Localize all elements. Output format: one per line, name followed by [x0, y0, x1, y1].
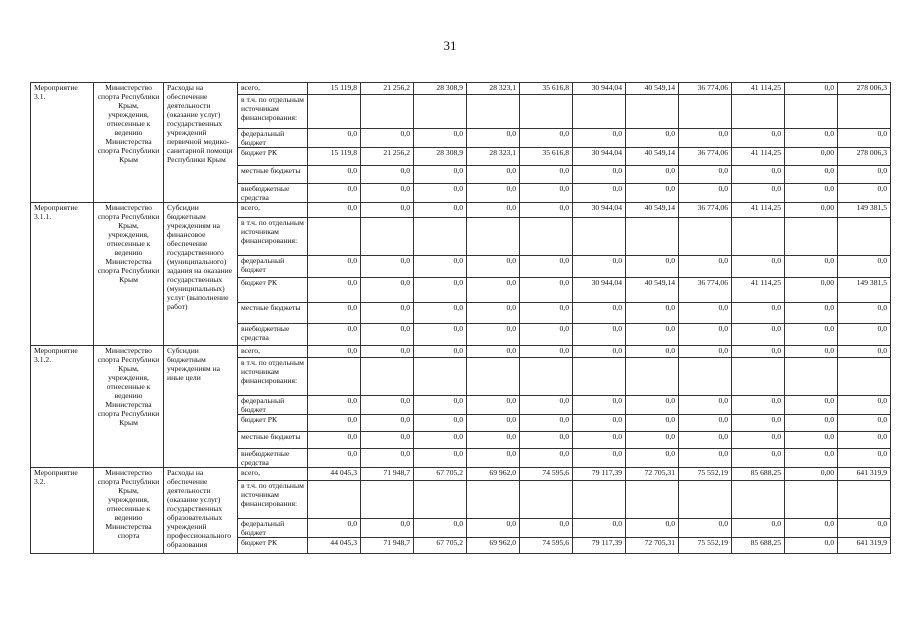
amount-cell: 0,0 [838, 303, 891, 324]
amount-cell: 0,0 [467, 449, 520, 468]
amount-cell: 0,0 [467, 432, 520, 449]
amount-cell: 0,0 [520, 203, 573, 218]
amount-cell: 0,0 [838, 346, 891, 358]
amount-cell: 0,0 [732, 346, 785, 358]
amount-cell: 36 774,06 [679, 203, 732, 218]
amount-cell: 0,00 [785, 148, 838, 166]
amount-cell [679, 95, 732, 129]
amount-cell: 28 323,1 [467, 148, 520, 166]
amount-cell: 0,0 [467, 278, 520, 303]
amount-cell: 69 962,0 [467, 468, 520, 481]
activity-cell: Мероприятие 3.1.2. [31, 346, 94, 468]
amount-cell: 641 319,9 [838, 468, 891, 481]
amount-cell: 0,0 [573, 432, 626, 449]
amount-cell: 0,0 [308, 519, 361, 538]
amount-cell: 0,0 [732, 303, 785, 324]
amount-cell: 41 114,25 [732, 148, 785, 166]
amount-cell: 85 688,25 [732, 468, 785, 481]
amount-cell: 0,0 [414, 256, 467, 278]
amount-cell: 0,0 [520, 324, 573, 346]
amount-cell: 35 616,8 [520, 148, 573, 166]
amount-cell: 0,0 [785, 449, 838, 468]
amount-cell: 0,0 [838, 432, 891, 449]
org-cell: Министерство спорта Республики Крым, учреждения, отнесенные к ведению Министерства спорта Республики Крым [94, 203, 164, 346]
amount-cell: 0,0 [520, 415, 573, 432]
amount-cell: 149 381,5 [838, 203, 891, 218]
amount-cell: 69 962,0 [467, 538, 520, 554]
amount-cell: 41 114,25 [732, 278, 785, 303]
amount-cell: 0,0 [467, 396, 520, 415]
amount-cell: 0,0 [785, 83, 838, 95]
amount-cell: 0,0 [573, 256, 626, 278]
amount-cell: 0,0 [732, 415, 785, 432]
amount-cell: 0,0 [414, 129, 467, 148]
amount-cell [732, 481, 785, 519]
amount-cell: 0,0 [414, 203, 467, 218]
amount-cell: 40 549,14 [626, 148, 679, 166]
amount-cell: 74 595,6 [520, 538, 573, 554]
amount-cell: 278 006,3 [838, 148, 891, 166]
amount-cell: 0,0 [308, 278, 361, 303]
table-row [31, 346, 891, 358]
amount-cell: 0,0 [520, 184, 573, 203]
amount-cell: 0,0 [573, 449, 626, 468]
amount-cell: 0,0 [361, 324, 414, 346]
amount-cell: 0,0 [679, 166, 732, 184]
amount-cell: 0,0 [838, 184, 891, 203]
amount-cell: 0,0 [361, 256, 414, 278]
amount-cell: 74 595,6 [520, 468, 573, 481]
amount-cell [573, 358, 626, 396]
amount-cell: 0,0 [361, 166, 414, 184]
amount-cell: 79 117,39 [573, 538, 626, 554]
budget-table [30, 82, 891, 554]
amount-cell: 75 552,19 [679, 468, 732, 481]
amount-cell: 0,0 [308, 166, 361, 184]
amount-cell: 0,0 [679, 303, 732, 324]
amount-cell: 0,0 [361, 415, 414, 432]
amount-cell: 0,0 [785, 396, 838, 415]
table-row [31, 203, 891, 218]
funding-source-federal: федеральный бюджет [238, 519, 308, 538]
amount-cell: 0,0 [573, 166, 626, 184]
amount-cell [626, 218, 679, 256]
amount-cell: 67 705,2 [414, 538, 467, 554]
funding-source-extrabudget: внебюджетные средства [238, 324, 308, 346]
amount-cell: 149 381,5 [838, 278, 891, 303]
amount-cell: 0,0 [785, 324, 838, 346]
amount-cell: 0,0 [838, 449, 891, 468]
funding-source-extrabudget: внебюджетные средства [238, 184, 308, 203]
amount-cell: 0,0 [626, 324, 679, 346]
amount-cell: 0,0 [308, 346, 361, 358]
description-cell: Субсидии бюджетным учреждениям на иные цели [164, 346, 238, 468]
amount-cell [785, 358, 838, 396]
amount-cell: 0,0 [732, 129, 785, 148]
funding-source-regional: бюджет РК [238, 148, 308, 166]
amount-cell: 41 114,25 [732, 83, 785, 95]
amount-cell: 0,0 [573, 415, 626, 432]
amount-cell: 0,0 [414, 184, 467, 203]
amount-cell: 0,0 [785, 129, 838, 148]
org-cell: Министерство спорта Республики Крым, учреждения, отнесенные к ведению Министерства спорта Республики Крым [94, 83, 164, 203]
org-cell: Министерство спорта Республики Крым, учреждения, отнесенные к ведению Министерства спорта [94, 468, 164, 554]
amount-cell: 0,0 [308, 415, 361, 432]
funding-source-federal: федеральный бюджет [238, 396, 308, 415]
amount-cell: 0,0 [308, 203, 361, 218]
amount-cell: 0,0 [732, 449, 785, 468]
amount-cell: 0,0 [361, 346, 414, 358]
amount-cell: 0,0 [732, 396, 785, 415]
amount-cell: 0,0 [414, 432, 467, 449]
amount-cell: 0,0 [626, 415, 679, 432]
amount-cell: 0,0 [732, 256, 785, 278]
amount-cell: 0,0 [626, 449, 679, 468]
amount-cell: 0,0 [838, 324, 891, 346]
funding-source-regional: бюджет РК [238, 538, 308, 554]
amount-cell [732, 95, 785, 129]
amount-cell: 0,0 [679, 432, 732, 449]
amount-cell: 0,0 [732, 324, 785, 346]
table-body [31, 83, 891, 554]
amount-cell: 0,0 [361, 432, 414, 449]
amount-cell: 0,0 [785, 184, 838, 203]
amount-cell: 0,00 [785, 278, 838, 303]
amount-cell: 0,0 [785, 346, 838, 358]
amount-cell: 0,0 [520, 432, 573, 449]
amount-cell: 0,0 [467, 346, 520, 358]
amount-cell: 0,0 [838, 166, 891, 184]
amount-cell: 0,0 [573, 129, 626, 148]
amount-cell: 0,0 [467, 519, 520, 538]
amount-cell: 0,0 [414, 396, 467, 415]
amount-cell: 0,0 [414, 346, 467, 358]
amount-cell: 0,0 [467, 203, 520, 218]
amount-cell: 0,0 [467, 256, 520, 278]
amount-cell: 0,0 [785, 415, 838, 432]
amount-cell: 0,0 [520, 519, 573, 538]
amount-cell: 71 948,7 [361, 538, 414, 554]
funding-source-breakdown: в т.ч. по отдельным источникам финансирования: [238, 218, 308, 256]
amount-cell [467, 218, 520, 256]
amount-cell: 0,0 [467, 129, 520, 148]
amount-cell: 15 119,8 [308, 83, 361, 95]
amount-cell: 0,0 [361, 519, 414, 538]
funding-source-federal: федеральный бюджет [238, 129, 308, 148]
amount-cell: 21 256,2 [361, 83, 414, 95]
amount-cell [308, 95, 361, 129]
amount-cell: 0,0 [732, 166, 785, 184]
amount-cell: 0,0 [838, 415, 891, 432]
amount-cell: 641 319,9 [838, 538, 891, 554]
amount-cell: 30 944,04 [573, 203, 626, 218]
amount-cell [467, 358, 520, 396]
funding-source-regional: бюджет РК [238, 278, 308, 303]
description-cell: Расходы на обеспечение деятельности (оказание услуг) государственных учреждений первичной медико-санитарной помощи Республики Крым [164, 83, 238, 203]
funding-source-total: всего, [238, 346, 308, 358]
amount-cell: 0,0 [308, 449, 361, 468]
amount-cell: 0,0 [308, 396, 361, 415]
amount-cell: 0,0 [732, 519, 785, 538]
amount-cell: 0,0 [520, 166, 573, 184]
amount-cell [573, 481, 626, 519]
amount-cell: 36 774,06 [679, 83, 732, 95]
amount-cell [838, 358, 891, 396]
amount-cell: 0,0 [679, 415, 732, 432]
funding-source-local: местные бюджеты [238, 432, 308, 449]
amount-cell: 0,0 [679, 449, 732, 468]
amount-cell: 0,0 [308, 324, 361, 346]
amount-cell: 0,0 [785, 303, 838, 324]
amount-cell: 0,0 [520, 303, 573, 324]
amount-cell [308, 218, 361, 256]
funding-source-total: всего, [238, 83, 308, 95]
amount-cell [838, 218, 891, 256]
amount-cell: 0,0 [414, 278, 467, 303]
amount-cell: 21 256,2 [361, 148, 414, 166]
amount-cell: 0,0 [520, 346, 573, 358]
amount-cell: 0,0 [361, 203, 414, 218]
description-cell: Расходы на обеспечение деятельности (оказание услуг) государственных образовательных учреждений профессионального образования [164, 468, 238, 554]
amount-cell [785, 95, 838, 129]
funding-source-regional: бюджет РК [238, 415, 308, 432]
amount-cell: 0,0 [626, 432, 679, 449]
amount-cell: 30 944,04 [573, 83, 626, 95]
amount-cell [308, 358, 361, 396]
amount-cell: 0,0 [467, 324, 520, 346]
amount-cell: 0,0 [679, 184, 732, 203]
amount-cell: 0,0 [732, 432, 785, 449]
amount-cell: 0,0 [573, 324, 626, 346]
amount-cell: 0,0 [838, 519, 891, 538]
amount-cell: 0,0 [573, 184, 626, 203]
amount-cell: 28 323,1 [467, 83, 520, 95]
activity-cell: Мероприятие 3.1. [31, 83, 94, 203]
amount-cell: 79 117,39 [573, 468, 626, 481]
amount-cell: 0,0 [467, 415, 520, 432]
amount-cell: 44 045,3 [308, 468, 361, 481]
amount-cell: 0,0 [838, 396, 891, 415]
amount-cell: 0,0 [573, 303, 626, 324]
amount-cell: 0,0 [361, 449, 414, 468]
amount-cell: 0,0 [414, 166, 467, 184]
amount-cell: 0,0 [573, 396, 626, 415]
funding-source-local: местные бюджеты [238, 303, 308, 324]
amount-cell [732, 358, 785, 396]
amount-cell [361, 218, 414, 256]
amount-cell: 0,0 [414, 415, 467, 432]
amount-cell: 0,0 [308, 184, 361, 203]
amount-cell: 0,0 [679, 346, 732, 358]
funding-source-total: всего, [238, 203, 308, 218]
amount-cell: 30 944,04 [573, 148, 626, 166]
amount-cell [573, 218, 626, 256]
amount-cell [361, 481, 414, 519]
amount-cell: 0,0 [785, 519, 838, 538]
amount-cell [785, 218, 838, 256]
amount-cell [308, 481, 361, 519]
amount-cell: 0,0 [414, 449, 467, 468]
amount-cell: 0,0 [679, 519, 732, 538]
amount-cell [467, 95, 520, 129]
amount-cell: 0,0 [361, 278, 414, 303]
amount-cell [520, 95, 573, 129]
amount-cell: 0,0 [308, 303, 361, 324]
funding-source-local: местные бюджеты [238, 166, 308, 184]
amount-cell: 0,0 [785, 432, 838, 449]
amount-cell: 0,0 [838, 256, 891, 278]
amount-cell: 41 114,25 [732, 203, 785, 218]
amount-cell: 85 688,25 [732, 538, 785, 554]
amount-cell: 28 308,9 [414, 83, 467, 95]
amount-cell: 0,00 [785, 468, 838, 481]
amount-cell: 0,0 [467, 166, 520, 184]
amount-cell: 40 549,14 [626, 278, 679, 303]
amount-cell: 0,0 [785, 256, 838, 278]
amount-cell [361, 358, 414, 396]
amount-cell: 0,0 [626, 396, 679, 415]
amount-cell: 15 119,8 [308, 148, 361, 166]
amount-cell: 0,0 [626, 519, 679, 538]
amount-cell: 0,00 [785, 203, 838, 218]
page-number: 31 [443, 38, 457, 53]
funding-source-breakdown: в т.ч. по отдельным источникам финансирования: [238, 481, 308, 519]
amount-cell: 0,0 [467, 184, 520, 203]
amount-cell: 0,0 [679, 396, 732, 415]
amount-cell: 0,0 [361, 303, 414, 324]
amount-cell: 0,0 [361, 184, 414, 203]
amount-cell: 0,0 [414, 303, 467, 324]
amount-cell: 0,0 [626, 129, 679, 148]
amount-cell: 0,0 [308, 256, 361, 278]
amount-cell [467, 481, 520, 519]
amount-cell: 0,0 [679, 129, 732, 148]
amount-cell: 28 308,9 [414, 148, 467, 166]
amount-cell: 0,0 [308, 432, 361, 449]
amount-cell: 35 616,8 [520, 83, 573, 95]
amount-cell [573, 95, 626, 129]
amount-cell [626, 481, 679, 519]
amount-cell: 0,0 [573, 519, 626, 538]
amount-cell: 0,0 [573, 346, 626, 358]
amount-cell [414, 358, 467, 396]
amount-cell [838, 481, 891, 519]
amount-cell: 40 549,14 [626, 83, 679, 95]
amount-cell [785, 481, 838, 519]
amount-cell: 67 705,2 [414, 468, 467, 481]
amount-cell: 75 552,19 [679, 538, 732, 554]
amount-cell: 72 705,31 [626, 468, 679, 481]
amount-cell: 0,0 [520, 396, 573, 415]
amount-cell: 0,0 [467, 303, 520, 324]
amount-cell: 0,0 [838, 129, 891, 148]
org-cell: Министерство спорта Республики Крым, учреждения, отнесенные к ведению Министерства спорта Республики Крым [94, 346, 164, 468]
table-row [31, 468, 891, 481]
activity-cell: Мероприятие 3.2. [31, 468, 94, 554]
funding-source-extrabudget: внебюджетные средства [238, 449, 308, 468]
amount-cell: 0,0 [679, 256, 732, 278]
amount-cell: 36 774,06 [679, 278, 732, 303]
amount-cell [679, 481, 732, 519]
amount-cell: 40 549,14 [626, 203, 679, 218]
amount-cell: 0,0 [679, 324, 732, 346]
amount-cell: 0,0 [361, 129, 414, 148]
amount-cell: 0,0 [732, 184, 785, 203]
amount-cell: 0,0 [414, 324, 467, 346]
amount-cell: 0,0 [520, 129, 573, 148]
amount-cell: 278 006,3 [838, 83, 891, 95]
amount-cell: 0,0 [414, 519, 467, 538]
funding-source-total: всего, [238, 468, 308, 481]
amount-cell: 36 774,06 [679, 148, 732, 166]
amount-cell: 0,0 [785, 538, 838, 554]
amount-cell [520, 218, 573, 256]
amount-cell: 0,0 [361, 396, 414, 415]
amount-cell: 0,0 [520, 278, 573, 303]
amount-cell [679, 218, 732, 256]
amount-cell: 44 045,3 [308, 538, 361, 554]
table-row [31, 83, 891, 95]
amount-cell: 0,0 [626, 184, 679, 203]
amount-cell [414, 95, 467, 129]
funding-source-breakdown: в т.ч. по отдельным источникам финансирования: [238, 95, 308, 129]
amount-cell [414, 218, 467, 256]
amount-cell [361, 95, 414, 129]
amount-cell: 0,0 [520, 449, 573, 468]
amount-cell [679, 358, 732, 396]
funding-source-breakdown: в т.ч. по отдельным источникам финансирования: [238, 358, 308, 396]
amount-cell: 0,0 [626, 303, 679, 324]
amount-cell [520, 481, 573, 519]
amount-cell: 0,0 [626, 166, 679, 184]
amount-cell: 0,0 [626, 346, 679, 358]
amount-cell [732, 218, 785, 256]
amount-cell [626, 95, 679, 129]
amount-cell [414, 481, 467, 519]
amount-cell [520, 358, 573, 396]
amount-cell [626, 358, 679, 396]
funding-source-federal: федеральный бюджет [238, 256, 308, 278]
amount-cell: 30 944,04 [573, 278, 626, 303]
amount-cell: 71 948,7 [361, 468, 414, 481]
description-cell: Субсидии бюджетным учреждениям на финансовое обеспечение государственного (муниципального) задания на оказание государственных (муниципальных) услуг (выполнение работ) [164, 203, 238, 346]
amount-cell: 0,0 [626, 256, 679, 278]
activity-cell: Мероприятие 3.1.1. [31, 203, 94, 346]
amount-cell: 0,0 [520, 256, 573, 278]
amount-cell [838, 95, 891, 129]
amount-cell: 0,0 [785, 166, 838, 184]
amount-cell: 0,0 [308, 129, 361, 148]
amount-cell: 72 705,31 [626, 538, 679, 554]
